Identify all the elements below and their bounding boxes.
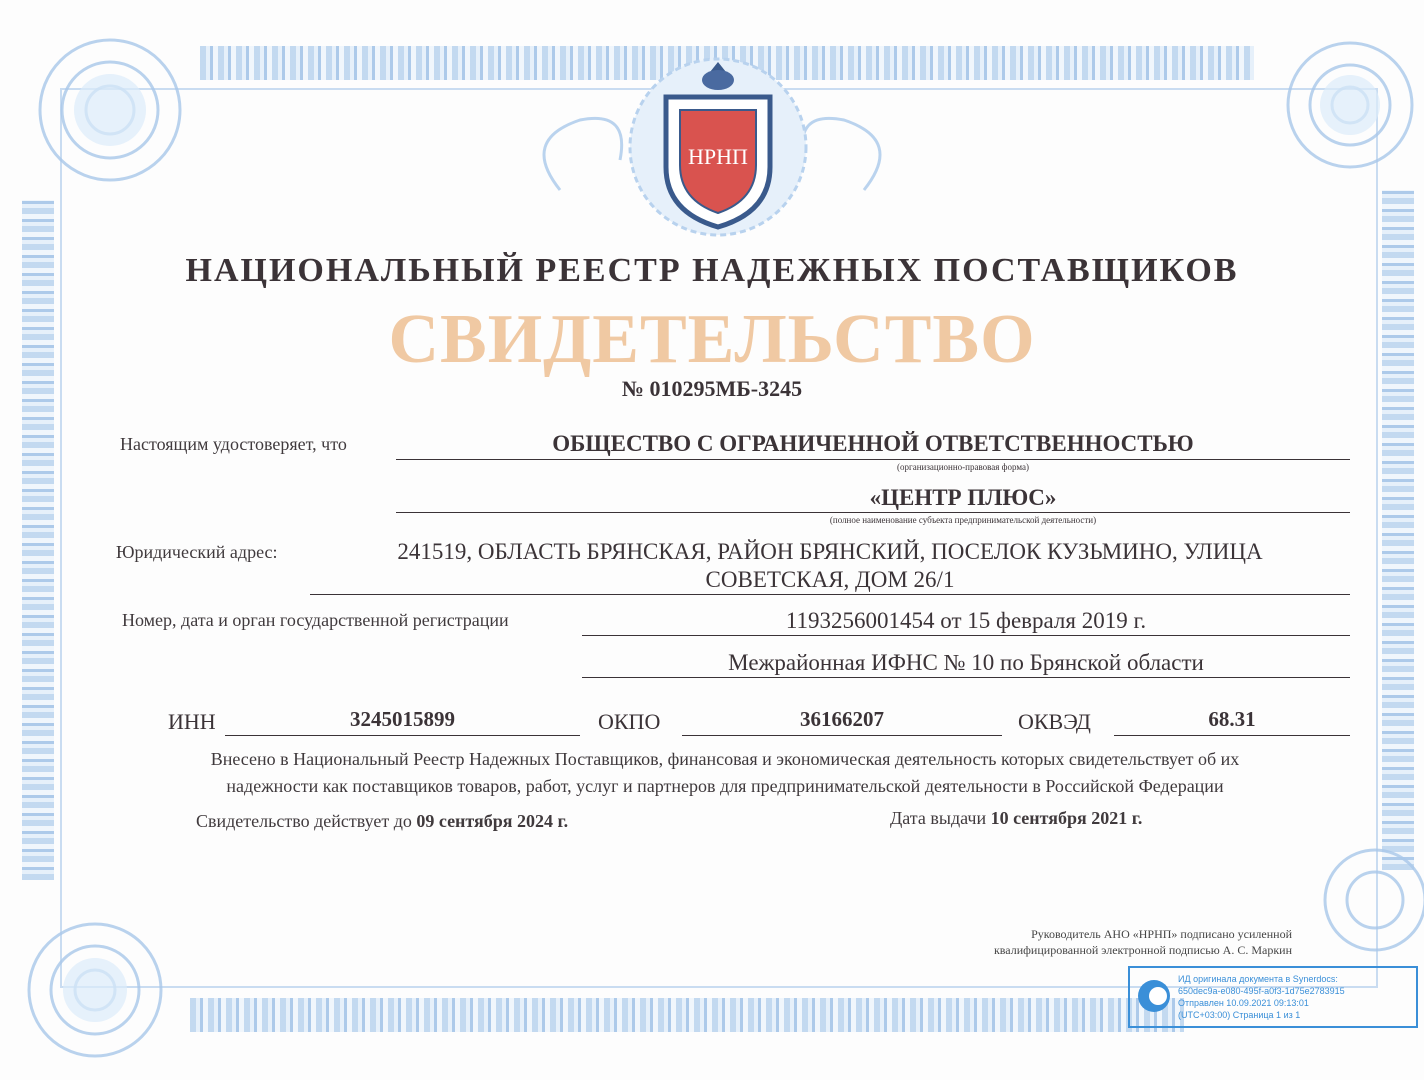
okpo-label: ОКПО bbox=[598, 709, 661, 734]
stamp-line-1: ИД оригинала документа в Synerdocs: bbox=[1178, 974, 1338, 984]
certificate-number: № 010295МБ-3245 bbox=[621, 376, 803, 401]
okpo-value: 36166207 bbox=[800, 707, 884, 731]
legal-form-caption: (организационно-правовая форма) bbox=[897, 462, 1029, 472]
signature-line-2: квалифицированной электронной подписью А. С. Маркин bbox=[993, 943, 1292, 957]
registration-number-date: 1193256001454 от 15 февраля 2019 г. bbox=[785, 608, 1147, 633]
valid-until-label: Свидетельство действует до bbox=[196, 811, 412, 831]
okved-value: 68.31 bbox=[1208, 707, 1256, 731]
synerdocs-logo-icon bbox=[1136, 978, 1172, 1014]
issue-date-value: 10 сентября 2021 г. bbox=[990, 808, 1143, 828]
address-label: Юридический адрес: bbox=[116, 542, 278, 562]
certificate-title: СВИДЕТЕЛЬСТВО bbox=[388, 301, 1036, 378]
registration-line-2 bbox=[582, 677, 1350, 678]
inn-value: 3245015899 bbox=[350, 707, 455, 731]
statement-line-2: надежности как поставщиков товаров, работ, услуг и партнеров для предпринимательской деятельности в Российской Федерации bbox=[226, 776, 1224, 796]
emblem-text: НРНП bbox=[688, 144, 748, 169]
signature-note bbox=[930, 926, 1292, 958]
registry-name: НАЦИОНАЛЬНЫЙ РЕЕСТР НАДЕЖНЫХ ПОСТАВЩИКОВ bbox=[185, 252, 1239, 289]
stamp-line-2: 650dec9a-e080-495f-a0f3-1d75e2783915 bbox=[1178, 986, 1345, 996]
statement-line-1: Внесено в Национальный Реестр Надежных Поставщиков, финансовая и экономическая деятельность которых свидетельствует об их bbox=[210, 749, 1240, 769]
okved-label: ОКВЭД bbox=[1018, 709, 1091, 734]
okved-line bbox=[1114, 735, 1350, 736]
subject-name-line bbox=[396, 512, 1350, 513]
registration-label: Номер, дата и орган государственной регистрации bbox=[122, 610, 509, 630]
address-line-1: 241519, ОБЛАСТЬ БРЯНСКАЯ, РАЙОН БРЯНСКИЙ, ПОСЕЛОК КУЗЬМИНО, УЛИЦА bbox=[397, 539, 1263, 564]
issue-date-label: Дата выдачи bbox=[890, 808, 987, 828]
valid-until-date: 09 сентября 2024 г. bbox=[416, 811, 569, 831]
address-line-2: СОВЕТСКАЯ, ДОМ 26/1 bbox=[705, 567, 955, 592]
inn-label: ИНН bbox=[168, 709, 216, 734]
address-line bbox=[310, 594, 1350, 595]
issue-date bbox=[890, 808, 1142, 829]
legal-form-value: ОБЩЕСТВО С ОГРАНИЧЕННОЙ ОТВЕТСТВЕННОСТЬЮ bbox=[552, 431, 1194, 456]
edo-stamp bbox=[1128, 966, 1418, 1028]
validity bbox=[196, 811, 568, 832]
stamp-line-4: (UTC+03:00) Страница 1 из 1 bbox=[1178, 1010, 1301, 1020]
subject-name-caption: (полное наименование субъекта предпринимательской деятельности) bbox=[829, 515, 1097, 525]
registration-authority: Межрайонная ИФНС № 10 по Брянской области bbox=[728, 650, 1204, 675]
registration-line-1 bbox=[582, 635, 1350, 636]
nrnp-emblem bbox=[628, 52, 808, 242]
subject-name: «ЦЕНТР ПЛЮС» bbox=[869, 485, 1057, 510]
inn-line bbox=[225, 735, 580, 736]
legal-form-line bbox=[396, 459, 1350, 460]
registry-statement bbox=[110, 746, 1340, 800]
okpo-line bbox=[682, 735, 1002, 736]
signature-line-1: Руководитель АНО «НРНП» подписано усиленной bbox=[1031, 927, 1292, 941]
certifies-label: Настоящим удостоверяет, что bbox=[120, 434, 347, 454]
stamp-line-3: Отправлен 10.09.2021 09:13:01 bbox=[1178, 998, 1309, 1008]
